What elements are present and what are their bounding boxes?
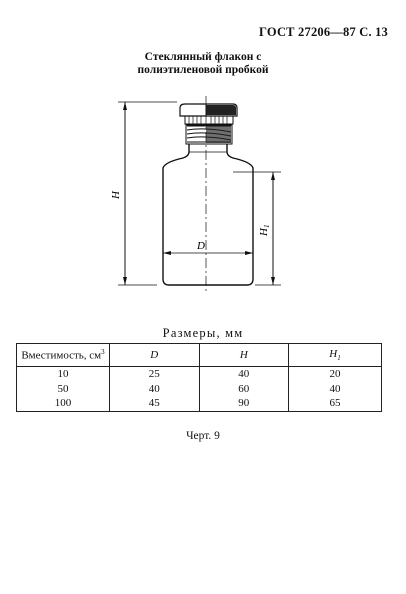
table-header-row: [17, 344, 382, 367]
cell-D: 25: [110, 367, 200, 382]
figure-title-line2: полиэтиленовой пробкой: [137, 64, 269, 76]
label-H1: [258, 225, 271, 237]
col-D: D: [110, 344, 200, 367]
dimensions-table: [16, 343, 382, 412]
dimensions-heading: Размеры, мм: [162, 326, 244, 340]
table-row: [17, 367, 382, 382]
label-H1-main: H: [258, 228, 270, 236]
col-H1: $H_1$: [289, 344, 382, 367]
cell-H: 90: [199, 396, 289, 411]
cell-capacity: 100: [17, 396, 110, 411]
figure-title-line1: Стеклянный флакон с: [144, 51, 262, 63]
table-row: [17, 396, 382, 411]
col-H: H: [199, 344, 289, 367]
cell-H: 60: [199, 382, 289, 397]
page-header: ГОСТ 27206—87 С. 13: [259, 25, 388, 39]
table-row: [17, 382, 382, 397]
col-capacity: Вместимость, $см^3$: [17, 344, 110, 367]
cell-H1: 20: [289, 367, 382, 382]
cell-H: 40: [199, 367, 289, 382]
label-H1-sub: 1: [263, 224, 271, 229]
cell-capacity: 50: [17, 382, 110, 397]
bottle-drawing: [105, 96, 295, 296]
cell-D: 40: [110, 382, 200, 397]
cell-H1: 65: [289, 396, 382, 411]
cell-D: 45: [110, 396, 200, 411]
cell-H1: 40: [289, 382, 382, 397]
label-H: H: [110, 191, 122, 199]
figure-caption: Черт. 9: [186, 430, 220, 442]
figure-title: [0, 51, 406, 77]
label-D: D: [197, 240, 205, 252]
cell-capacity: 10: [17, 367, 110, 382]
